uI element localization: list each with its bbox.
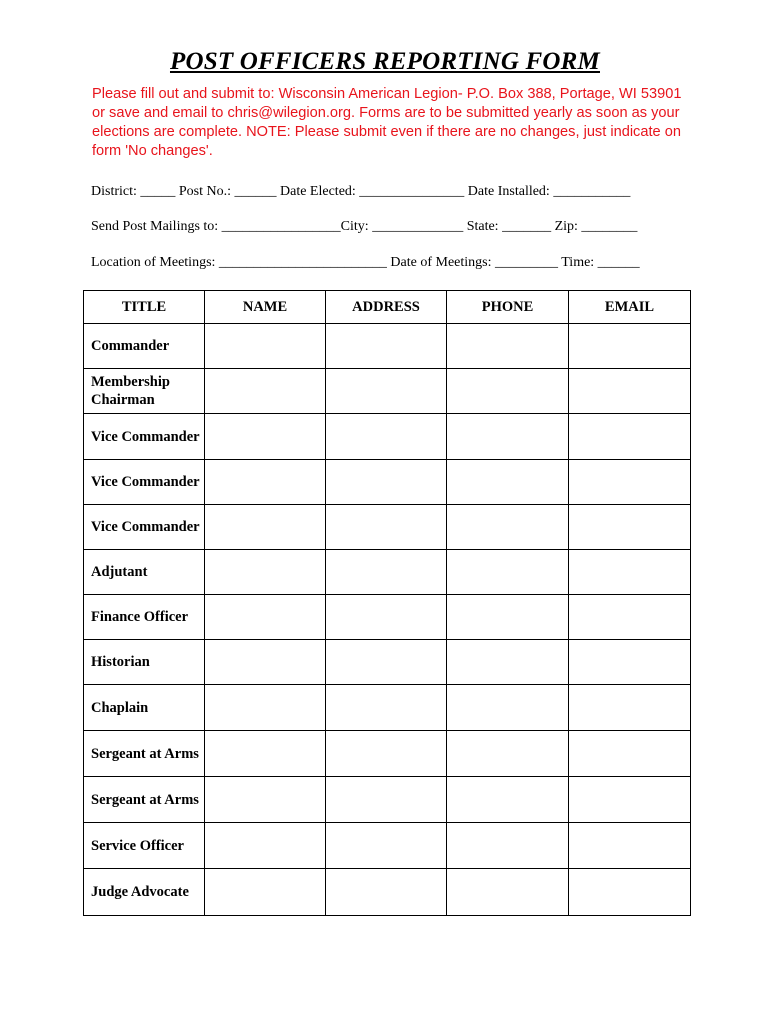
- name-cell[interactable]: [205, 324, 326, 369]
- officer-title-cell: Membership Chairman: [84, 369, 205, 414]
- phone-cell[interactable]: [447, 731, 569, 777]
- mailing-address-line[interactable]: Send Post Mailings to: _________________City: _____________ State: _______ Zip: ________: [91, 219, 638, 234]
- submission-notice: Please fill out and submit to: Wisconsin American Legion- P.O. Box 388, Portage, WI 53901 or save and email to chris@wilegion.org. Forms are to be submitted yearly as soon as your elections are complete. NOTE: Please submit even if there are no changes, just indicate on form 'No changes'.: [92, 86, 682, 159]
- officer-title-cell: Chaplain: [84, 685, 205, 731]
- name-cell[interactable]: [205, 731, 326, 777]
- table-row: [84, 550, 691, 595]
- table-row: [84, 414, 691, 460]
- name-cell[interactable]: [205, 550, 326, 595]
- email-cell[interactable]: [569, 369, 691, 414]
- officer-title-cell: Vice Commander: [84, 460, 205, 505]
- email-cell[interactable]: [569, 505, 691, 550]
- email-cell[interactable]: [569, 550, 691, 595]
- table-row: [84, 685, 691, 731]
- address-cell[interactable]: [326, 369, 447, 414]
- table-row: [84, 369, 691, 414]
- header-title: TITLE: [84, 291, 205, 324]
- name-cell[interactable]: [205, 685, 326, 731]
- table-row: [84, 324, 691, 369]
- table-row: [84, 595, 691, 640]
- phone-cell[interactable]: [447, 595, 569, 640]
- phone-cell[interactable]: [447, 414, 569, 460]
- name-cell[interactable]: [205, 823, 326, 869]
- header-address: ADDRESS: [326, 291, 447, 324]
- table-row: [84, 460, 691, 505]
- table-row: [84, 640, 691, 685]
- name-cell[interactable]: [205, 460, 326, 505]
- name-cell[interactable]: [205, 777, 326, 823]
- officer-title-cell: Historian: [84, 640, 205, 685]
- name-cell[interactable]: [205, 505, 326, 550]
- header-name: NAME: [205, 291, 326, 324]
- address-cell[interactable]: [326, 731, 447, 777]
- header-phone: PHONE: [447, 291, 569, 324]
- address-cell[interactable]: [326, 324, 447, 369]
- address-cell[interactable]: [326, 505, 447, 550]
- phone-cell[interactable]: [447, 777, 569, 823]
- address-cell[interactable]: [326, 460, 447, 505]
- table-row: [84, 505, 691, 550]
- phone-cell[interactable]: [447, 869, 569, 916]
- officer-title-cell: Sergeant at Arms: [84, 731, 205, 777]
- district-post-date-line[interactable]: District: _____ Post No.: ______ Date Elected: _______________ Date Installed: ___________: [91, 184, 631, 199]
- email-cell[interactable]: [569, 640, 691, 685]
- address-cell[interactable]: [326, 640, 447, 685]
- phone-cell[interactable]: [447, 550, 569, 595]
- officer-title-cell: Sergeant at Arms: [84, 777, 205, 823]
- header-email: EMAIL: [569, 291, 691, 324]
- address-cell[interactable]: [326, 823, 447, 869]
- email-cell[interactable]: [569, 324, 691, 369]
- name-cell[interactable]: [205, 414, 326, 460]
- phone-cell[interactable]: [447, 823, 569, 869]
- table-row: [84, 777, 691, 823]
- name-cell[interactable]: [205, 595, 326, 640]
- email-cell[interactable]: [569, 823, 691, 869]
- name-cell[interactable]: [205, 869, 326, 916]
- name-cell[interactable]: [205, 640, 326, 685]
- officer-title-cell: Finance Officer: [84, 595, 205, 640]
- email-cell[interactable]: [569, 595, 691, 640]
- email-cell[interactable]: [569, 731, 691, 777]
- form-title: POST OFFICERS REPORTING FORM: [169, 48, 600, 75]
- address-cell[interactable]: [326, 685, 447, 731]
- name-cell[interactable]: [205, 369, 326, 414]
- officer-title-cell: Vice Commander: [84, 414, 205, 460]
- email-cell[interactable]: [569, 460, 691, 505]
- table-header-row: [84, 291, 691, 324]
- phone-cell[interactable]: [447, 460, 569, 505]
- address-cell[interactable]: [326, 550, 447, 595]
- email-cell[interactable]: [569, 685, 691, 731]
- table-row: [84, 823, 691, 869]
- table-row: [84, 869, 691, 916]
- officer-title-cell: Vice Commander: [84, 505, 205, 550]
- officer-title-cell: Adjutant: [84, 550, 205, 595]
- officer-title-cell: Judge Advocate: [84, 869, 205, 916]
- phone-cell[interactable]: [447, 640, 569, 685]
- email-cell[interactable]: [569, 414, 691, 460]
- email-cell[interactable]: [569, 869, 691, 916]
- address-cell[interactable]: [326, 777, 447, 823]
- phone-cell[interactable]: [447, 369, 569, 414]
- address-cell[interactable]: [326, 595, 447, 640]
- officer-title-cell: Service Officer: [84, 823, 205, 869]
- table-row: [84, 731, 691, 777]
- address-cell[interactable]: [326, 414, 447, 460]
- phone-cell[interactable]: [447, 505, 569, 550]
- address-cell[interactable]: [326, 869, 447, 916]
- officers-table: [83, 290, 691, 916]
- phone-cell[interactable]: [447, 324, 569, 369]
- meeting-info-line[interactable]: Location of Meetings: ________________________ Date of Meetings: _________ Time: ______: [91, 255, 640, 270]
- officer-title-cell: Commander: [84, 324, 205, 369]
- email-cell[interactable]: [569, 777, 691, 823]
- phone-cell[interactable]: [447, 685, 569, 731]
